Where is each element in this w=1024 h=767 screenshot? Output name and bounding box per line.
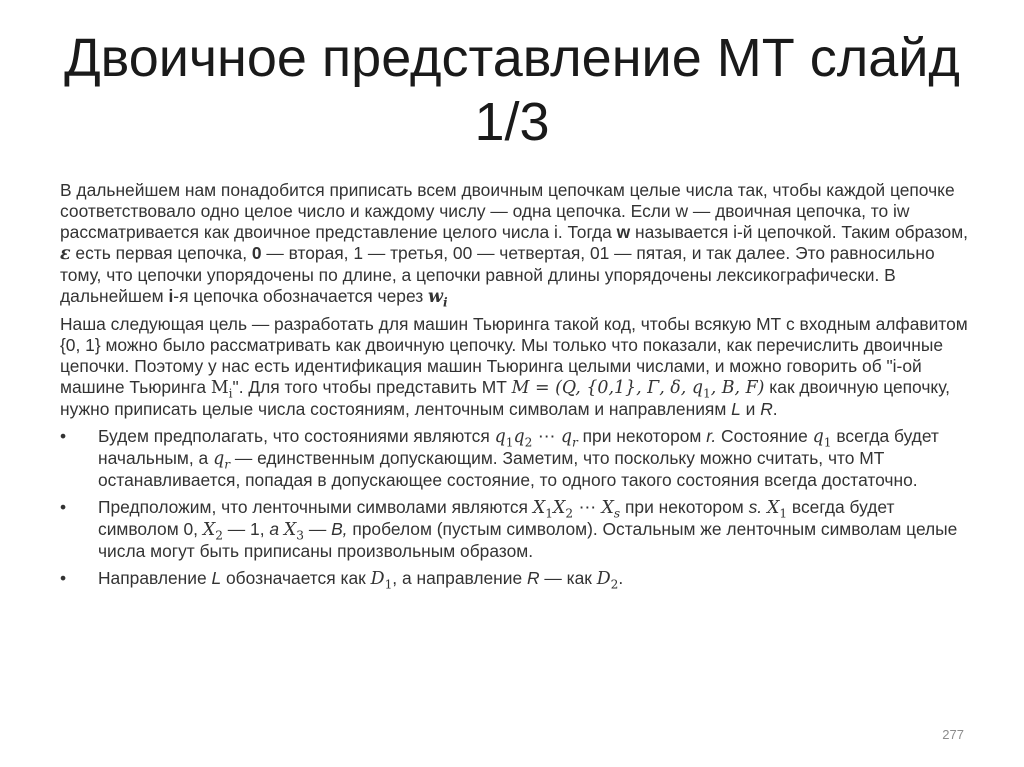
- paragraph-tm-encoding: [60, 314, 972, 420]
- text: всегда будет символом 0,: [98, 497, 895, 539]
- math-equals: =: [529, 378, 556, 398]
- math-sub: 2: [524, 435, 533, 450]
- text: — единственным допускающим. Заметим, что поскольку можно считать, что МТ останавливается, попадая в допускающее состояние, то одного такого состояния всегда достаточно.: [98, 448, 918, 490]
- bullet-list: [60, 426, 972, 590]
- text: .: [772, 399, 778, 419]
- slide-title-line2: 1/3: [474, 92, 550, 152]
- bullet-icon: •: [60, 497, 67, 517]
- text: — как: [539, 568, 597, 588]
- math-sub: 2: [565, 506, 574, 521]
- math-q: q: [213, 449, 225, 469]
- math-sub: 1: [384, 577, 393, 592]
- math-tuple: (Q, {0,1}, Γ, δ, q: [555, 378, 703, 398]
- bullet-item-directions: [60, 568, 972, 590]
- text-italic: R: [526, 568, 540, 588]
- slide-title: [50, 26, 974, 154]
- text: В дальнейшем нам понадобится приписать всем двоичным цепочкам целые числа так, чтобы каждой цепочке соответствовало одно целое число и каждому числу — одна цепочка. Если w — двоичная цепочка, то iw рассматривается как двоичное представление целого числа i. Тогда: [60, 180, 955, 242]
- slide-body: [60, 180, 972, 596]
- math-sub: r: [571, 435, 578, 450]
- math-m: M: [210, 378, 229, 398]
- text: всегда будет начальным, а: [98, 426, 939, 468]
- text: при некотором: [620, 497, 749, 517]
- text: есть первая цепочка,: [70, 243, 252, 263]
- text-italic: B,: [331, 519, 348, 539]
- text-italic: а: [269, 519, 280, 539]
- text: Будем предполагать, что состояниями являются: [98, 426, 495, 446]
- math-sub: i: [228, 386, 233, 401]
- text: при некотором: [577, 426, 707, 446]
- math-m-var: M: [511, 378, 530, 398]
- math-x: X: [552, 498, 566, 518]
- bullet-icon: •: [60, 568, 67, 588]
- text-italic: r.: [706, 426, 717, 446]
- text-italic: s.: [748, 497, 763, 517]
- math-tuple: , B, F): [710, 378, 765, 398]
- math-sub: 2: [610, 577, 619, 592]
- text: и: [740, 399, 761, 419]
- math-sub: 1: [545, 506, 553, 521]
- math-x: X: [532, 498, 546, 518]
- math-x: X: [202, 520, 216, 540]
- math-sub: 2: [215, 528, 223, 543]
- text: обозначается как: [221, 568, 371, 588]
- math-q: q: [513, 427, 525, 447]
- slide-title-line1: Двоичное представление МТ слайд: [64, 28, 960, 88]
- math-sub: 1: [702, 386, 711, 401]
- math-sub: 3: [296, 528, 304, 543]
- bullet-item-tape-symbols: [60, 497, 972, 562]
- math-x: X: [766, 498, 780, 518]
- math-q: q: [812, 427, 824, 447]
- math-sub: i: [443, 295, 448, 310]
- text: .: [618, 568, 624, 588]
- math-sub: 1: [779, 506, 788, 521]
- text: — вторая, 1 — третья, 00 — четвертая, 01 — пятая, и так далее. Это равносильно тому, что цепочки упорядочены по длине, а цепочки равной длины упорядочены лексикографически. В дальнейшем: [60, 243, 935, 306]
- math-sub: 1: [823, 435, 832, 450]
- text: Направление: [98, 568, 212, 588]
- text-bold: w: [616, 222, 631, 242]
- page-number: 277: [942, 727, 964, 742]
- text: -я цепочка обозначается через: [173, 286, 429, 306]
- math-q: q: [494, 427, 506, 447]
- text: Предположим, что ленточными символами являются: [98, 497, 533, 517]
- text: Наша следующая цель — разработать для машин Тьюринга такой код, чтобы всякую МТ с входным алфавитом {0, 1} можно было рассматривать как двоичную цепочку. Мы только что показали, как перечислить двоичные цепочки. Поэтому у нас есть идентификация машин Тьюринга целыми числами, и можно говорить об "i-ой машине Тьюринга: [60, 314, 968, 397]
- text: ". Для того чтобы представить МТ: [232, 377, 512, 397]
- math-epsilon: ε: [60, 244, 71, 264]
- text: — 1,: [222, 519, 270, 539]
- math-x: X: [601, 498, 614, 518]
- text-italic: L: [211, 568, 222, 588]
- paragraph-binary-strings: [60, 180, 972, 308]
- text: называется i-й цепочкой. Таким образом,: [630, 222, 968, 242]
- math-dots: ⋯: [532, 427, 561, 447]
- math-sub: 1: [505, 435, 514, 450]
- math-w: w: [428, 287, 444, 307]
- bullet-icon: •: [60, 426, 67, 446]
- text-bold: 0: [251, 243, 262, 263]
- math-x: X: [283, 520, 297, 540]
- text-italic: R: [760, 399, 773, 419]
- bullet-item-states: [60, 426, 972, 491]
- text: Состояние: [716, 426, 813, 446]
- text-italic: L: [731, 399, 741, 419]
- math-sub: r: [224, 457, 231, 472]
- math-sub: s: [613, 506, 621, 521]
- text-bold: i: [168, 286, 174, 306]
- text: —: [304, 519, 332, 539]
- text: , а направление: [392, 568, 527, 588]
- math-dots: ⋯: [573, 498, 602, 518]
- math-d: D: [370, 569, 385, 589]
- math-q: q: [560, 427, 572, 447]
- text: как двоичную цепочку, нужно приписать целые числа состояниям, ленточным символам и направлениям: [60, 377, 950, 419]
- text: пробелом (пустым символом). Остальным же ленточным символам целые числа могут быть приписаны произвольным образом.: [98, 519, 958, 561]
- math-d: D: [596, 569, 611, 589]
